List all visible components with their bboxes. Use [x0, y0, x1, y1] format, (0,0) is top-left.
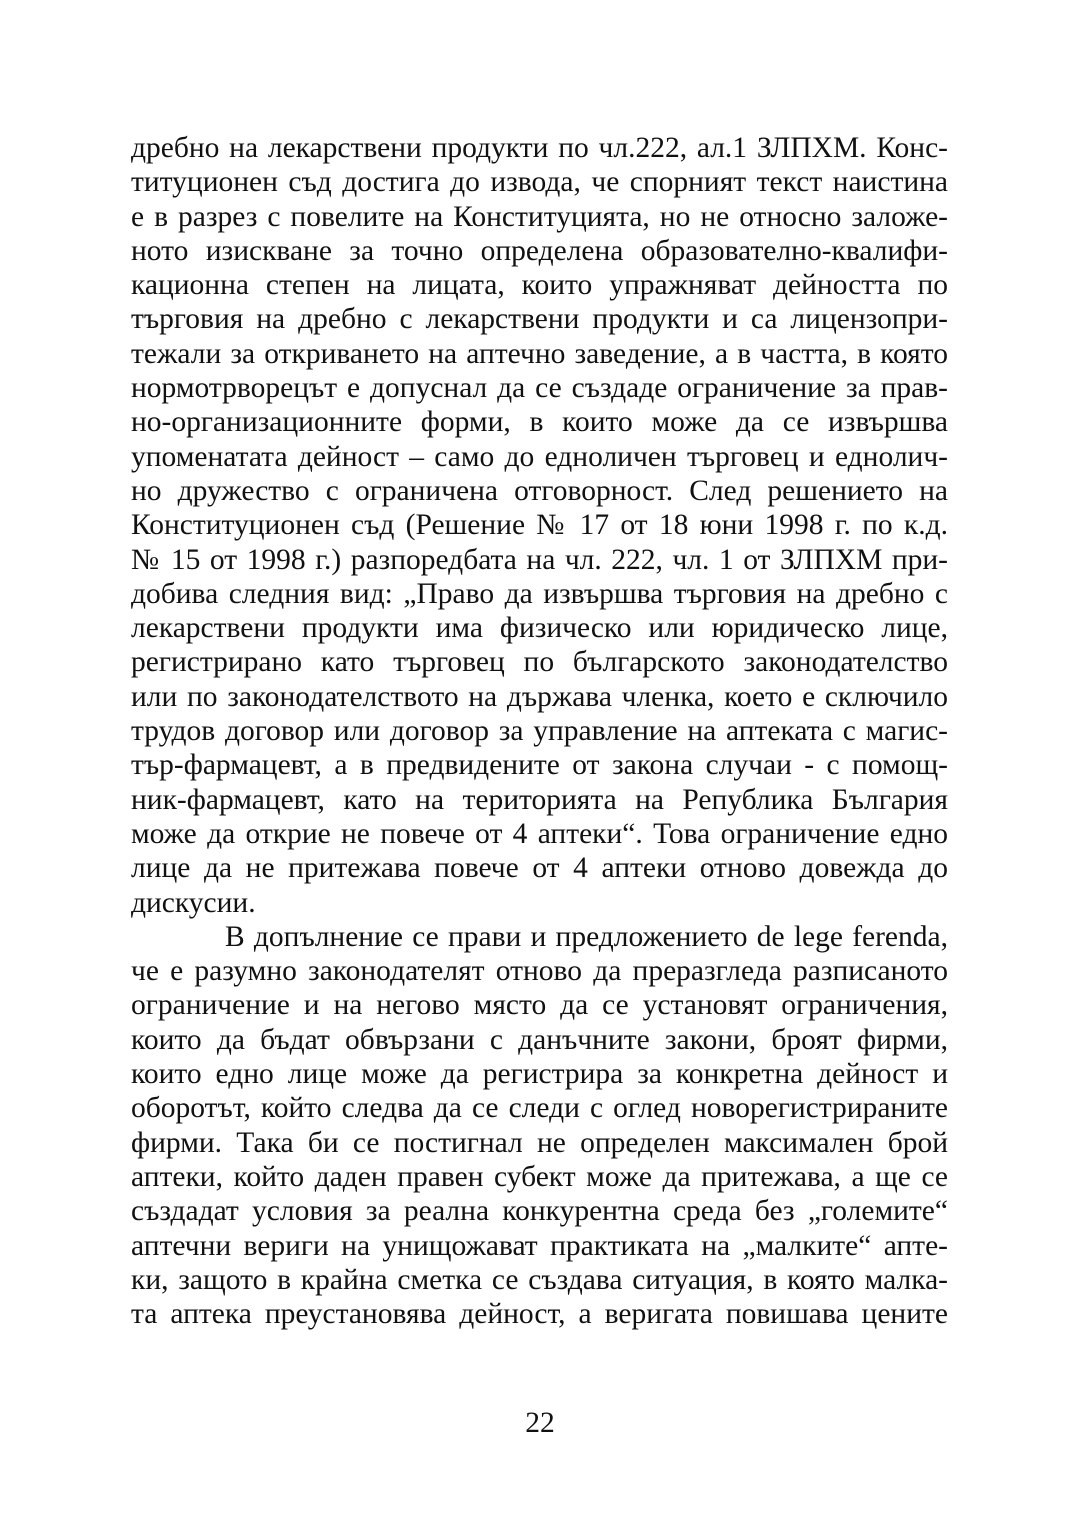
text-line: кационна степен на лицата, които упражняват дейността по — [131, 269, 948, 302]
text-line: създадат условия за реална конкурентна среда без „големите“ — [131, 1195, 948, 1228]
text-line: дискусии. — [131, 886, 256, 919]
text-line: аптеки, който даден правен субект може да притежава, а ще се — [131, 1160, 948, 1193]
text-line: търговия на дребно с лекарствени продукти и са лицензопри- — [131, 303, 948, 336]
page-number: 22 — [525, 1407, 555, 1439]
text-line: които да бъдат обвързани с данъчните закони, броят фирми, — [131, 1023, 948, 1056]
text-line: фирми. Така би се постигнал не определен максимален брой — [131, 1126, 948, 1159]
text-line: добива следния вид: „Право да извършва търговия на дребно с — [131, 577, 948, 610]
text-line: лекарствени продукти има физическо или юридическо лице, — [131, 612, 948, 645]
text-line: ограничение и на негово място да се установят ограничения, — [131, 989, 948, 1022]
text-line: но дружество с ограничена отговорност. След решението на — [131, 474, 948, 507]
paragraph-1 — [131, 131, 948, 920]
text-line: регистрирано като търговец по българското законодателство — [131, 646, 948, 679]
text-line: може да открие не повече от 4 аптеки“. Това ограничение едно — [131, 817, 948, 850]
text-line: тежали за откриването на аптечно заведение, а в частта, в която — [131, 337, 948, 370]
text-line: е в разрез с повелите на Конституцията, но не относно заложе- — [131, 200, 948, 233]
text-line: упоменатата дейност – само до едноличен търговец и еднолич- — [131, 440, 948, 473]
text-line: титуционен съд достига до извода, че спорният текст наистина — [131, 166, 948, 199]
text-line: ки, защото в крайна сметка се създава ситуация, в която малка- — [131, 1263, 948, 1296]
paragraph-2 — [131, 920, 948, 1332]
text-line: трудов договор или договор за управление на аптеката с магис- — [131, 715, 948, 748]
text-line: ник-фармацевт, като на територията на Република България — [131, 783, 948, 816]
text-line: че е разумно законодателят отново да преразгледа разписаното — [131, 955, 948, 988]
text-line: аптечни вериги на унищожават практиката на „малките“ апте- — [131, 1229, 948, 1262]
body-text — [131, 131, 948, 1331]
text-line: нормотрворецът е допуснал да се създаде ограничение за прав- — [131, 372, 948, 405]
text-line: но-организационните форми, в които може да се извършва — [131, 406, 948, 439]
text-line: тър-фармацевт, а в предвидените от закона случаи - с помощ- — [131, 749, 948, 782]
text-line: които едно лице може да регистрира за конкретна дейност и — [131, 1058, 948, 1091]
text-line: та аптека преустановява дейност, а веригата повишава цените — [131, 1298, 948, 1331]
text-line: В допълнение се прави и предложението de lege ferenda, — [225, 920, 948, 953]
text-line: или по законодателството на държава членка, което е сключило — [131, 680, 948, 713]
text-line: ното изискване за точно определена образователно-квалифи- — [131, 234, 948, 267]
text-line: № 15 от 1998 г.) разпоредбата на чл. 222, чл. 1 от ЗЛПХМ при- — [131, 543, 948, 576]
text-line: оборотът, който следва да се следи с оглед новорегистрираните — [131, 1092, 948, 1125]
text-line: Конституционен съд (Решение № 17 от 18 юни 1998 г. по к.д. — [131, 509, 948, 542]
text-line: лице да не притежава повече от 4 аптеки отново довежда до — [131, 852, 948, 885]
text-line: дребно на лекарствени продукти по чл.222, ал.1 ЗЛПХМ. Конс- — [131, 132, 948, 164]
